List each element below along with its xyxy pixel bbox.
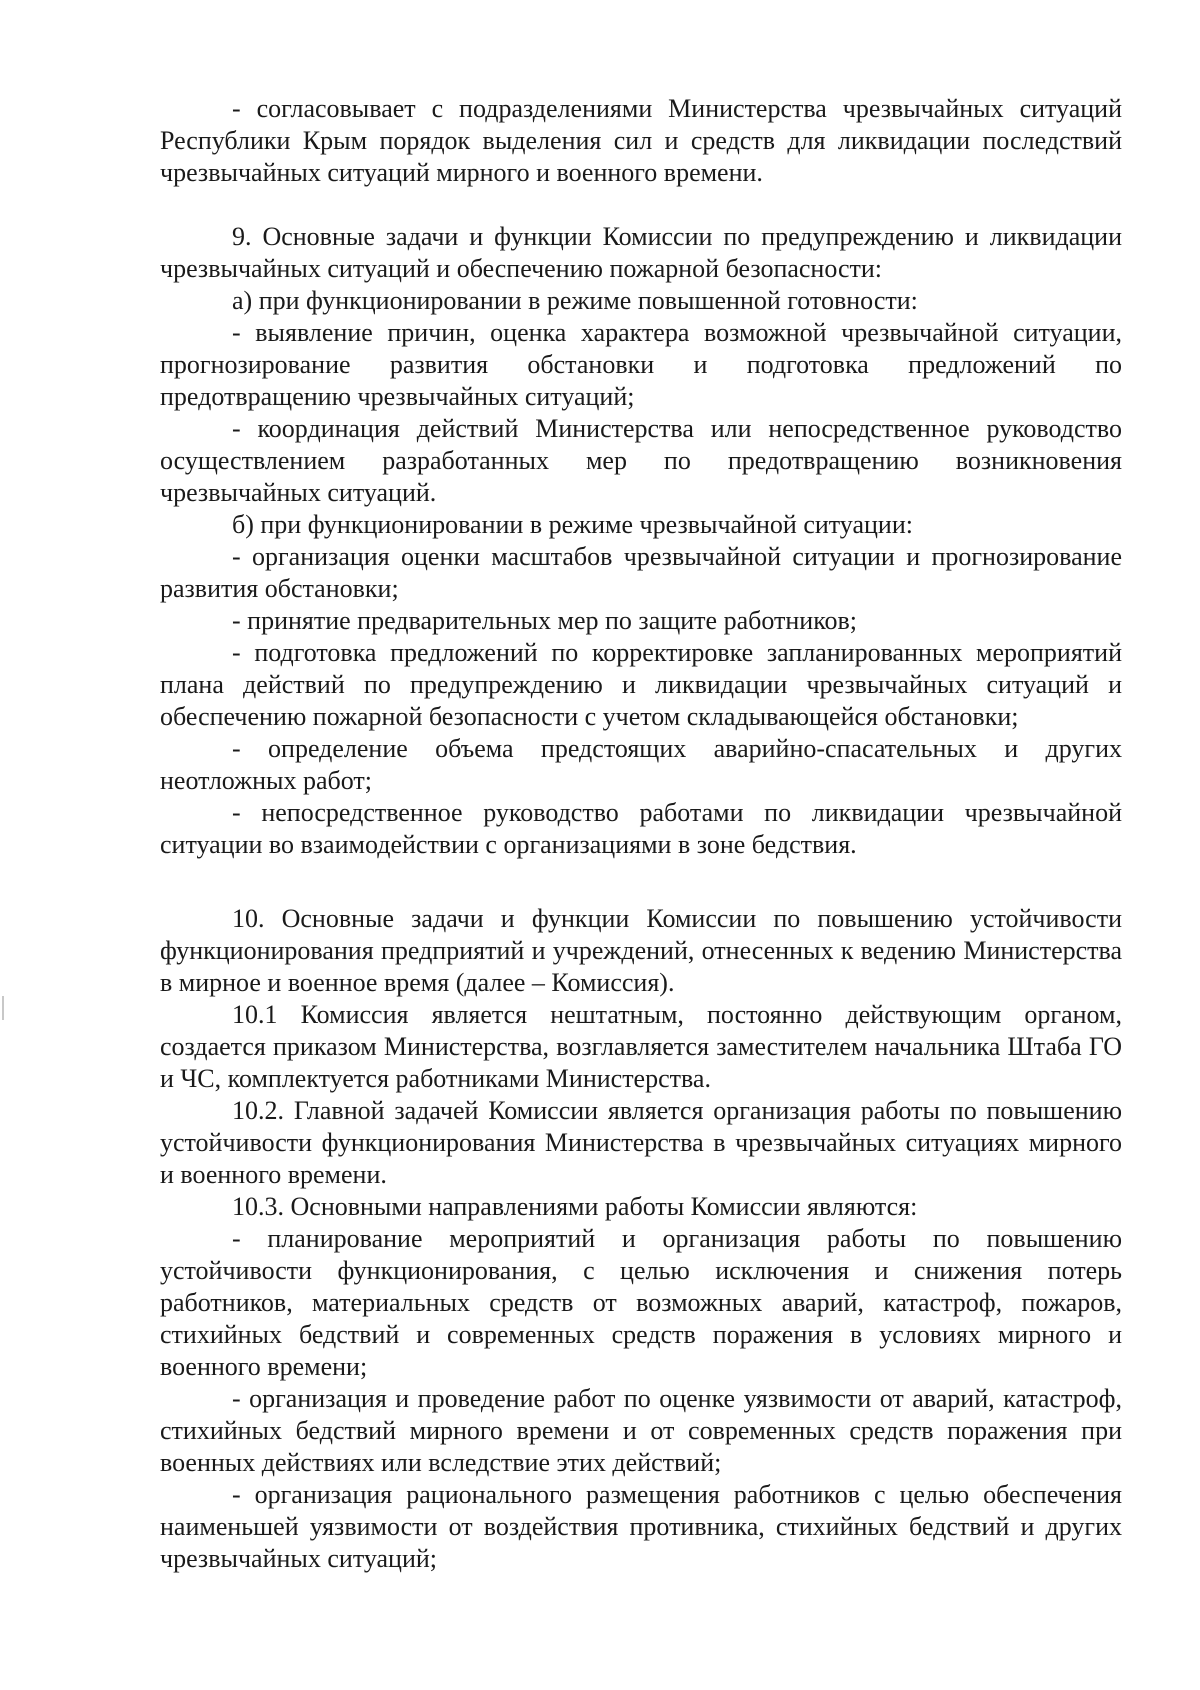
list-item: - принятие предварительных мер по защите работников; <box>232 606 858 635</box>
section-spacer <box>160 861 1122 903</box>
clause-10-3: 10.3. Основными направлениями работы Комиссии являются: <box>232 1192 918 1221</box>
list-item: - организация оценки масштабов чрезвычайной ситуации и прогнозирование развития обстановки; <box>160 542 1122 603</box>
paragraph-coordination: - согласовывает с подразделениями Министерства чрезвычайных ситуаций Республики Крым порядок выделения сил и средств для ликвидации последствий чрезвычайных ситуаций мирного и военного времени. <box>160 94 1122 187</box>
section-spacer <box>160 189 1122 221</box>
clause-10-2: 10.2. Главной задачей Комиссии является организация работы по повышению устойчивости функционирования Министерства в чрезвычайных ситуациях мирного и военного времени. <box>160 1096 1122 1189</box>
subsection-b-heading: б) при функционировании в режиме чрезвычайной ситуации: <box>232 510 913 539</box>
list-item: - координация действий Министерства или непосредственное руководство осуществлением разработанных мер по предотвращению возникновения чрезвычайных ситуаций. <box>160 414 1122 507</box>
list-item: - планирование мероприятий и организация работы по повышению устойчивости функционирования, с целью исключения и снижения потерь работников, материальных средств от возможных аварий, катастроф, пожаров, стихийных бедствий и современных средств поражения в условиях мирного и военного времени; <box>160 1224 1122 1381</box>
list-item: - организация и проведение работ по оценке уязвимости от аварий, катастроф, стихийных бедствий мирного времени и от современных средств поражения при военных действиях или вследствие этих действий; <box>160 1384 1122 1477</box>
clause-10-1: 10.1 Комиссия является нештатным, постоянно действующим органом, создается приказом Министерства, возглавляется заместителем начальника Штаба ГО и ЧС, комплектуется работниками Министерства. <box>160 1000 1122 1093</box>
section-9-heading: 9. Основные задачи и функции Комиссии по предупреждению и ликвидации чрезвычайных ситуаций и обеспечению пожарной безопасности: <box>160 222 1122 283</box>
list-item: - выявление причин, оценка характера возможной чрезвычайной ситуации, прогнозирование развития обстановки и подготовка предложений по предотвращению чрезвычайных ситуаций; <box>160 318 1122 411</box>
list-item: - непосредственное руководство работами по ликвидации чрезвычайной ситуации во взаимодействии с организациями в зоне бедствия. <box>160 798 1122 859</box>
document-page <box>160 93 1122 1575</box>
section-10-heading: 10. Основные задачи и функции Комиссии по повышению устойчивости функционирования предприятий и учреждений, отнесенных к ведению Министерства в мирное и военное время (далее – Комиссия). <box>160 904 1122 997</box>
list-item: - организация рационального размещения работников с целью обеспечения наименьшей уязвимости от воздействия противника, стихийных бедствий и других чрезвычайных ситуаций; <box>160 1480 1122 1573</box>
subsection-a-heading: а) при функционировании в режиме повышенной готовности: <box>232 286 918 315</box>
list-item: - определение объема предстоящих аварийно-спасательных и других неотложных работ; <box>160 734 1122 795</box>
scan-edge-mark <box>2 996 4 1020</box>
list-item: - подготовка предложений по корректировке запланированных мероприятий плана действий по предупреждению и ликвидации чрезвычайных ситуаций и обеспечению пожарной безопасности с учетом складывающейся обстановки; <box>160 638 1122 731</box>
